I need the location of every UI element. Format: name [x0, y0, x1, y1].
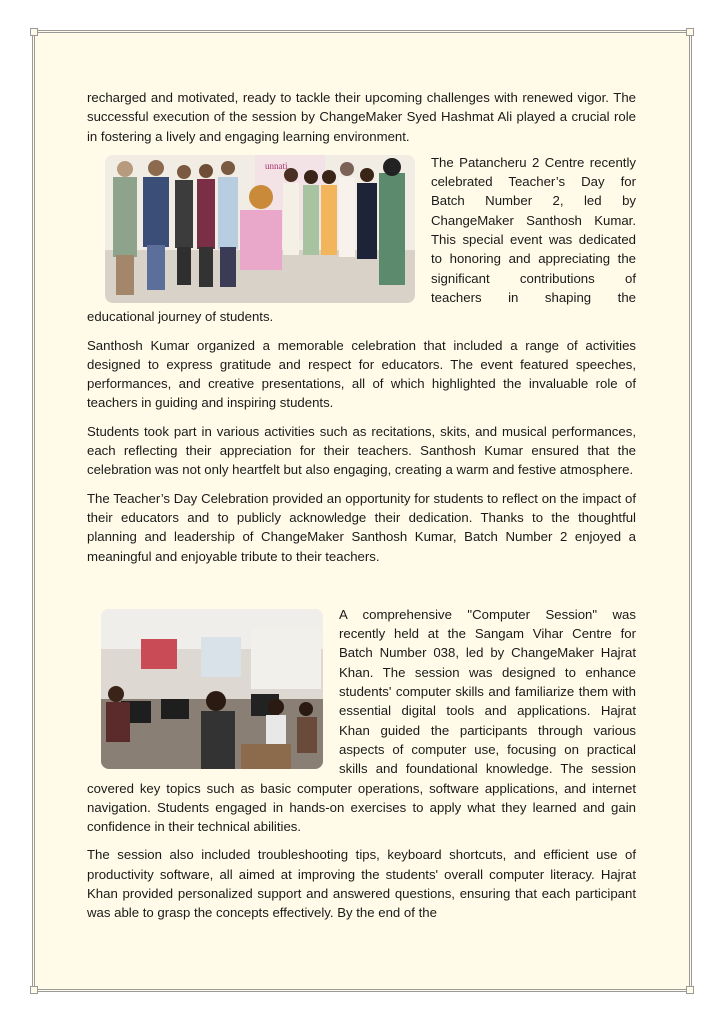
- border-corner: [686, 28, 694, 36]
- paragraph-celebration: Santhosh Kumar organized a memorable celebration that included a range of activities designed to express gratitude and respect for educators. The event featured speeches, performances, and creative presentations, all of which highlighted the invaluable role of teachers in guiding and inspiring students.: [87, 337, 636, 411]
- paragraph-session-details: The session also included troubleshooting tips, keyboard shortcuts, and efficient use of productivity software, all aimed at improving the students' overall computer literacy. Hajrat Khan provided personalized support and answered questions, ensuring that each participant was able to grasp the concepts effectively. By the end of the: [87, 847, 636, 921]
- computer-session-photo: [101, 609, 323, 769]
- paragraph-intro: recharged and motivated, ready to tackle their upcoming challenges with renewed vigor. The successful execution of the session by ChangeMaker Syed Hashmat Ali played a crucial role in fostering a lively and engaging learning environment.: [87, 90, 636, 144]
- paragraph-activities: Students took part in various activities such as recitations, skits, and musical performances, each reflecting their appreciation for their teachers. Santhosh Kumar ensured that the celebration was not only heartfelt but also engaging, creating a warm and festive atmosphere.: [87, 423, 636, 478]
- border-corner: [30, 28, 38, 36]
- border-corner: [30, 986, 38, 994]
- paragraph-teachers-day: The Patancheru 2 Centre recently celebrated Teacher’s Day for Batch Number 2, led by ChangeMaker Santhosh Kumar. This special event was dedicated to honoring and appreciating the significant contributions of teachers in shaping the educational journey of students.: [87, 154, 636, 325]
- section-spacer: [87, 575, 636, 605]
- border-corner: [686, 986, 694, 994]
- paragraph-computer-session: A comprehensive "Computer Session" was recently held at the Sangam Vihar Centre for Batch Number 038, led by ChangeMaker Hajrat Khan. The session was designed to enhance students' computer skills and familiarize them with essential digital tools and applications. Hajrat Khan guided the participants through various aspects of computer use, focusing on practical skills and foundational knowledge. The session covered key topics such as basic computer operations, software applications, and internet navigation. Students engaged in hands-on exercises to apply what they learned and gain confidence in their technical abilities.: [87, 606, 636, 835]
- article-body: [87, 88, 636, 932]
- svg-text:unnati: unnati: [265, 160, 288, 171]
- teachers-day-group-photo: [105, 155, 415, 303]
- paragraph-reflection: The Teacher’s Day Celebration provided an opportunity for students to reflect on the impact of their educators and to publicly acknowledge their dedication. Thanks to the thoughtful planning and leadership of ChangeMaker Santhosh Kumar, Batch Number 2 enjoyed a meaningful and enjoyable tribute to their teachers.: [87, 490, 636, 564]
